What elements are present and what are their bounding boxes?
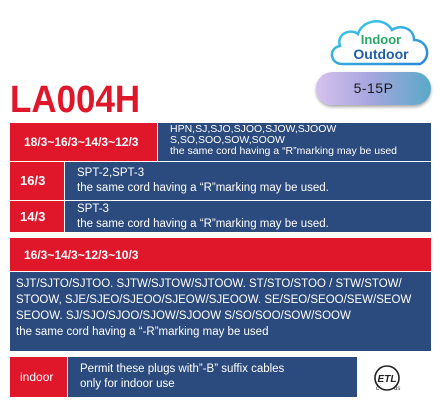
indoor-note-line: only for indoor use bbox=[80, 378, 175, 390]
cord-type-line: HPN,SJ,SJO,SJOO,SJOW,SJOOW bbox=[170, 123, 337, 135]
indoor-note-line: Permit these plugs with”-B” suffix cables bbox=[80, 363, 285, 375]
cord-types-cell bbox=[65, 201, 431, 232]
svg-text:ETL: ETL bbox=[377, 374, 397, 385]
plug-type-badge bbox=[316, 72, 431, 105]
indoor-note bbox=[68, 357, 357, 397]
cord-type-line: SPT-3 bbox=[77, 203, 109, 215]
cord-type-line: SEOOW. SJ/SJO/SJOO/SJOW/SJOOW S/SO/SOO/SOW/SOOW bbox=[16, 310, 351, 322]
cord-type-line: SPT-2,SPT-3 bbox=[77, 167, 145, 179]
indoor-note-row bbox=[10, 357, 431, 398]
cord-row bbox=[10, 123, 431, 162]
etl-listed-icon bbox=[372, 364, 402, 392]
cord-row bbox=[10, 162, 431, 201]
cord-type-line: SJT/SJTO/SJTOO. SJTW/SJTOW/SJTOOW. ST/STO/STOO / STW/STOW/ bbox=[16, 278, 402, 290]
svg-text:us: us bbox=[394, 386, 401, 392]
section-cord-types bbox=[10, 272, 431, 352]
cord-row bbox=[10, 201, 431, 233]
gauge-cell: 18/3~16/3~14/3~12/3 bbox=[10, 123, 158, 161]
section-gauge-header: 16/3~14/3~12/3~10/3 bbox=[10, 238, 431, 272]
cord-types-cell bbox=[158, 123, 431, 161]
cord-type-line: the same cord having a “R”marking may be used bbox=[170, 145, 398, 157]
cord-type-line: the same cord having a “R”marking may be used. bbox=[77, 182, 329, 194]
badge-indoor-text: Indoor bbox=[360, 32, 402, 47]
indoor-outdoor-badge bbox=[326, 10, 436, 68]
cord-type-line: STOOW, SJE/SJEO/SJEOO/SJEOW/SJEOOW. SE/SEO/SEOO/SEW/SEOW bbox=[16, 294, 412, 306]
cord-type-line: the same cord having a “-R”marking may be used bbox=[16, 326, 269, 338]
cord-type-line: the same cord having a “R”marking may be used. bbox=[77, 218, 329, 230]
gauge-cell: 16/3 bbox=[10, 162, 65, 200]
cord-types-cell bbox=[65, 162, 431, 200]
svg-text:c: c bbox=[376, 386, 379, 392]
gauge-cell: 14/3 bbox=[10, 201, 65, 232]
model-number: LA004H bbox=[10, 79, 141, 121]
indoor-label: indoor bbox=[10, 357, 68, 397]
plug-type-text: 5-15P bbox=[353, 80, 394, 96]
badge-outdoor-text: Outdoor bbox=[353, 46, 409, 62]
cord-type-line: S,SO,SOO,SOW,SOOW bbox=[170, 134, 285, 146]
